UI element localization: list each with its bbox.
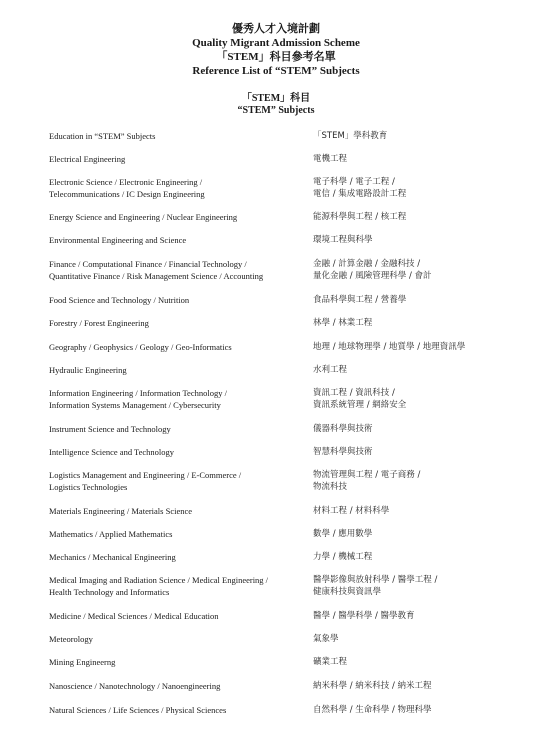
subject-english-line: Materials Engineering / Materials Science [49,506,193,516]
subject-english-line: Medical Imaging and Radiation Science / Medical Engineering / [49,575,269,585]
subject-english [49,317,304,329]
subject-chinese [313,341,543,353]
subject-english-line: Natural Sciences / Life Sciences / Physical Sciences [49,705,227,715]
subject-english [49,176,304,200]
subject-english-line: Telecommunications / IC Design Engineering [49,189,205,199]
subject-english-line: Geography / Geophysics / Geology / Geo-Informatics [49,342,232,352]
subject-chinese [313,423,543,435]
document-header [0,22,552,78]
subject-chinese-line: 資訊系統管理 / 網絡安全 [313,400,407,410]
subject-chinese-line: 能源科學與工程 / 核工程 [313,212,407,222]
subject-chinese-line: 水利工程 [313,365,348,375]
subject-english-line: Forestry / Forest Engineering [49,318,149,328]
subject-chinese [313,469,543,493]
subject-english-line: Mechanics / Mechanical Engineering [49,552,176,562]
subject-english [49,528,304,540]
subject-english-line: Instrument Science and Technology [49,424,171,434]
subject-chinese-line: 電子科學 / 電子工程 / [313,177,395,187]
subject-chinese [313,234,543,246]
subject-chinese-line: 物流科技 [313,482,348,492]
subject-chinese [313,317,543,329]
subject-english [49,341,304,353]
subject-english-line: Hydraulic Engineering [49,365,127,375]
subject-chinese-line: 礦業工程 [313,657,348,667]
subject-chinese [313,574,543,598]
subject-english-line: Intelligence Science and Technology [49,447,175,457]
subject-english [49,294,304,306]
subject-chinese-line: 金融 / 計算金融 / 金融科技 / [313,259,421,269]
subject-english-line: Mining Engineerng [49,657,116,667]
subject-chinese-line: 環境工程與科學 [313,235,373,245]
subject-english [49,469,304,493]
subject-english [49,574,304,598]
subject-english-line: Logistics Management and Engineering / E-Commerce / [49,470,242,480]
subject-english [49,551,304,563]
subject-english-line: Quantitative Finance / Risk Management Science / Accounting [49,271,264,281]
subject-chinese-line: 資訊工程 / 資訊科技 / [313,388,395,398]
subject-chinese [313,680,543,692]
subject-chinese [313,130,543,142]
subject-english-line: Environmental Engineering and Science [49,235,187,245]
section-title-english: “STEM” Subjects [237,105,315,116]
subject-chinese [313,610,543,622]
subject-chinese-line: 「STEM」學科教育 [313,131,388,141]
subject-chinese-line: 智慧科學與技術 [313,447,373,457]
subject-english-line: Energy Science and Engineering / Nuclear Engineering [49,212,238,222]
subject-chinese-line: 儀器科學與技術 [313,424,373,434]
subject-english-line: Meteorology [49,634,93,644]
subject-english [49,364,304,376]
subject-english-line: Electronic Science / Electronic Engineering / [49,177,203,187]
subject-chinese-line: 電信 / 集成電路設計工程 [313,189,407,199]
subject-english [49,633,304,645]
subject-chinese [313,258,543,282]
subject-chinese [313,551,543,563]
subject-chinese [313,505,543,517]
subject-english [49,704,304,716]
subject-chinese [313,364,543,376]
subject-english-line: Mathematics / Applied Mathematics [49,529,173,539]
subject-english-line: Information Systems Management / Cybersecurity [49,400,221,410]
subject-english [49,153,304,165]
subject-chinese-line: 電機工程 [313,154,348,164]
subject-chinese [313,633,543,645]
subject-chinese-line: 自然科學 / 生命科學 / 物理科學 [313,705,432,715]
subject-chinese [313,294,543,306]
subject-english-line: Education in “STEM” Subjects [49,131,156,141]
subject-chinese-line: 地理 / 地球物理學 / 地質學 / 地理資訊學 [313,342,466,352]
subject-chinese-line: 醫學 / 醫學科學 / 醫學教育 [313,611,415,621]
subject-english [49,211,304,223]
subject-chinese [313,446,543,458]
subject-chinese-line: 林學 / 林業工程 [313,318,373,328]
subject-english [49,446,304,458]
subject-english-line: Electrical Engineering [49,154,126,164]
subject-chinese-line: 健康科技與資訊學 [313,587,382,597]
scheme-title-english: Quality Migrant Admission Scheme [192,37,360,49]
subject-chinese-line: 氣象學 [313,634,339,644]
subject-chinese-line: 數學 / 應用數學 [313,529,373,539]
scheme-title-chinese: 優秀人才入境計劃 [232,23,320,35]
subject-chinese-line: 食品科學與工程 / 營養學 [313,295,407,305]
subject-chinese-line: 量化金融 / 風險管理科學 / 會計 [313,271,432,281]
subject-chinese [313,153,543,165]
subject-english [49,234,304,246]
subject-english [49,258,304,282]
subject-english [49,610,304,622]
subject-english [49,423,304,435]
subject-english-line: Medicine / Medical Sciences / Medical Education [49,611,219,621]
subject-chinese-line: 力學 / 機械工程 [313,552,373,562]
subject-chinese [313,704,543,716]
subject-english [49,130,304,142]
subject-chinese-line: 物流管理與工程 / 電子商務 / [313,470,421,480]
section-title-chinese: 「STEM」科目 [241,93,311,104]
subject-english [49,656,304,668]
list-title-english: Reference List of “STEM” Subjects [192,65,360,77]
subject-english [49,387,304,411]
subject-chinese [313,211,543,223]
subject-chinese-line: 醫學影像與放射科學 / 醫學工程 / [313,575,438,585]
subject-english-line: Health Technology and Informatics [49,587,170,597]
subject-chinese [313,656,543,668]
subject-chinese-line: 納米科學 / 納米科技 / 納米工程 [313,681,432,691]
list-title-chinese: 「STEM」科目參考名單 [216,51,336,63]
subject-chinese [313,387,543,411]
subject-chinese [313,528,543,540]
subject-english [49,680,304,692]
subject-english-line: Food Science and Technology / Nutrition [49,295,190,305]
subject-english-line: Nanoscience / Nanotechnology / Nanoengineering [49,681,221,691]
subject-english [49,505,304,517]
subject-chinese-line: 材料工程 / 材料科學 [313,506,390,516]
subject-english-line: Logistics Technologies [49,482,128,492]
subject-english-line: Information Engineering / Information Technology / [49,388,227,398]
subject-chinese [313,176,543,200]
subject-english-line: Finance / Computational Finance / Financial Technology / [49,259,247,269]
section-header [0,93,552,117]
